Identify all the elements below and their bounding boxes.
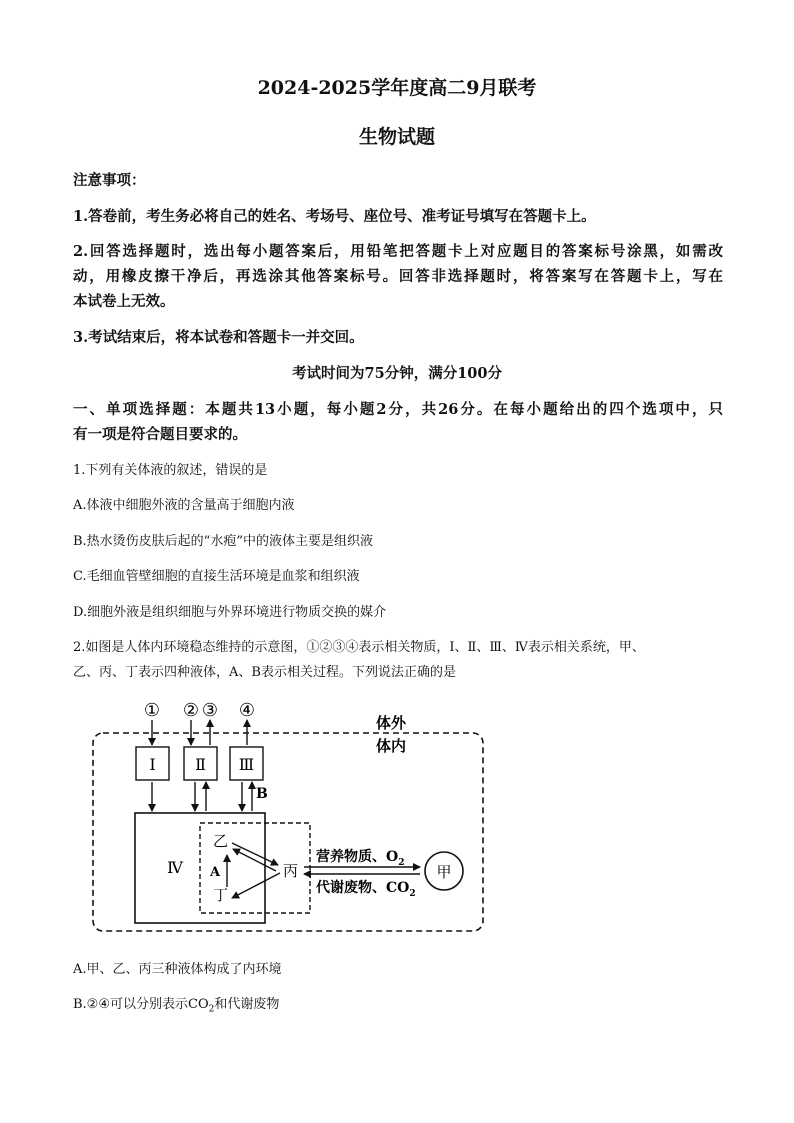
question-2-stem-line-2: 乙、丙、丁表示四种液体，A、B表示相关过程。下列说法正确的是 bbox=[73, 665, 456, 680]
question-2-option-a: A.甲、乙、丙三种液体构成了内环境 bbox=[73, 962, 282, 977]
question-2-stem-line-1: 2.如图是人体内环境稳态维持的示意图，①②③④表示相关物质，Ⅰ、Ⅱ、Ⅲ、Ⅳ表示相关系统，甲、 bbox=[73, 640, 645, 655]
notice-item-2-line-1: 2.回答选择题时，选出每小题答案后，用铅笔把答题卡上对应题目的答案标号涂黑，如需改 bbox=[73, 243, 723, 260]
nutrients-oxygen-label: 营养物质、$O_2$ bbox=[316, 849, 405, 868]
fluid-ding-label: 丁 bbox=[213, 886, 229, 904]
fluid-jia-label: 甲 bbox=[436, 863, 452, 881]
question-1-option-d: D.细胞外液是组织细胞与外界环境进行物质交换的媒介 bbox=[73, 605, 387, 620]
process-b-label: B bbox=[256, 786, 268, 802]
exam-title: 2024-2025学年度高二9月联考 bbox=[257, 77, 537, 99]
system-1-label: Ⅰ bbox=[149, 755, 156, 774]
exam-time-info: 考试时间为75分钟，满分100分 bbox=[292, 365, 502, 382]
notice-heading: 注意事项： bbox=[73, 172, 146, 189]
question-1-option-c: C.毛细血管壁细胞的直接生活环境是血浆和组织液 bbox=[73, 569, 360, 584]
homeostasis-diagram bbox=[80, 695, 500, 940]
notice-item-1: 1.答卷前，考生务必将自己的姓名、考场号、座位号、准考证号填写在答题卡上。 bbox=[73, 208, 596, 225]
notice-item-3: 3.考试结束后，将本试卷和答题卡一并交回。 bbox=[73, 329, 364, 346]
question-1-option-a: A.体液中细胞外液的含量高于细胞内液 bbox=[73, 498, 295, 513]
question-2-option-b: B.②④可以分别表示$CO_2$和代谢废物 bbox=[73, 997, 280, 1015]
section-1-heading-line-2: 有一项是符合题目要求的。 bbox=[73, 426, 247, 443]
substance-4-label: ④ bbox=[238, 700, 256, 721]
system-3-label: Ⅲ bbox=[238, 755, 255, 774]
outside-label: 体外 bbox=[376, 714, 407, 732]
section-1-heading-line-1: 一、单项选择题：本题共13小题，每小题2分，共26分。在每小题给出的四个选项中，只 bbox=[73, 401, 723, 418]
question-1-stem: 1.下列有关体液的叙述，错误的是 bbox=[73, 463, 268, 478]
fluid-bing-label: 丙 bbox=[283, 862, 299, 880]
substance-2-label: ② bbox=[182, 700, 200, 721]
system-2-label: Ⅱ bbox=[195, 755, 206, 774]
substance-3-label: ③ bbox=[201, 700, 219, 721]
question-1-option-b: B.热水烫伤皮肤后起的“水疱”中的液体主要是组织液 bbox=[73, 534, 373, 549]
inside-label: 体内 bbox=[376, 737, 407, 755]
subject-title: 生物试题 bbox=[358, 126, 435, 148]
waste-co2-label: 代谢废物、$CO_2$ bbox=[316, 880, 416, 899]
substance-1-label: ① bbox=[143, 700, 161, 721]
notice-item-2-line-2: 动，用橡皮擦干净后，再选涂其他答案标号。回答非选择题时，将答案写在答题卡上，写在 bbox=[73, 268, 723, 285]
fluid-yi-label: 乙 bbox=[213, 832, 229, 850]
process-a-label: A bbox=[210, 865, 221, 880]
system-4-label: Ⅳ bbox=[167, 858, 183, 877]
notice-item-2-line-3: 本试卷上无效。 bbox=[73, 293, 175, 310]
